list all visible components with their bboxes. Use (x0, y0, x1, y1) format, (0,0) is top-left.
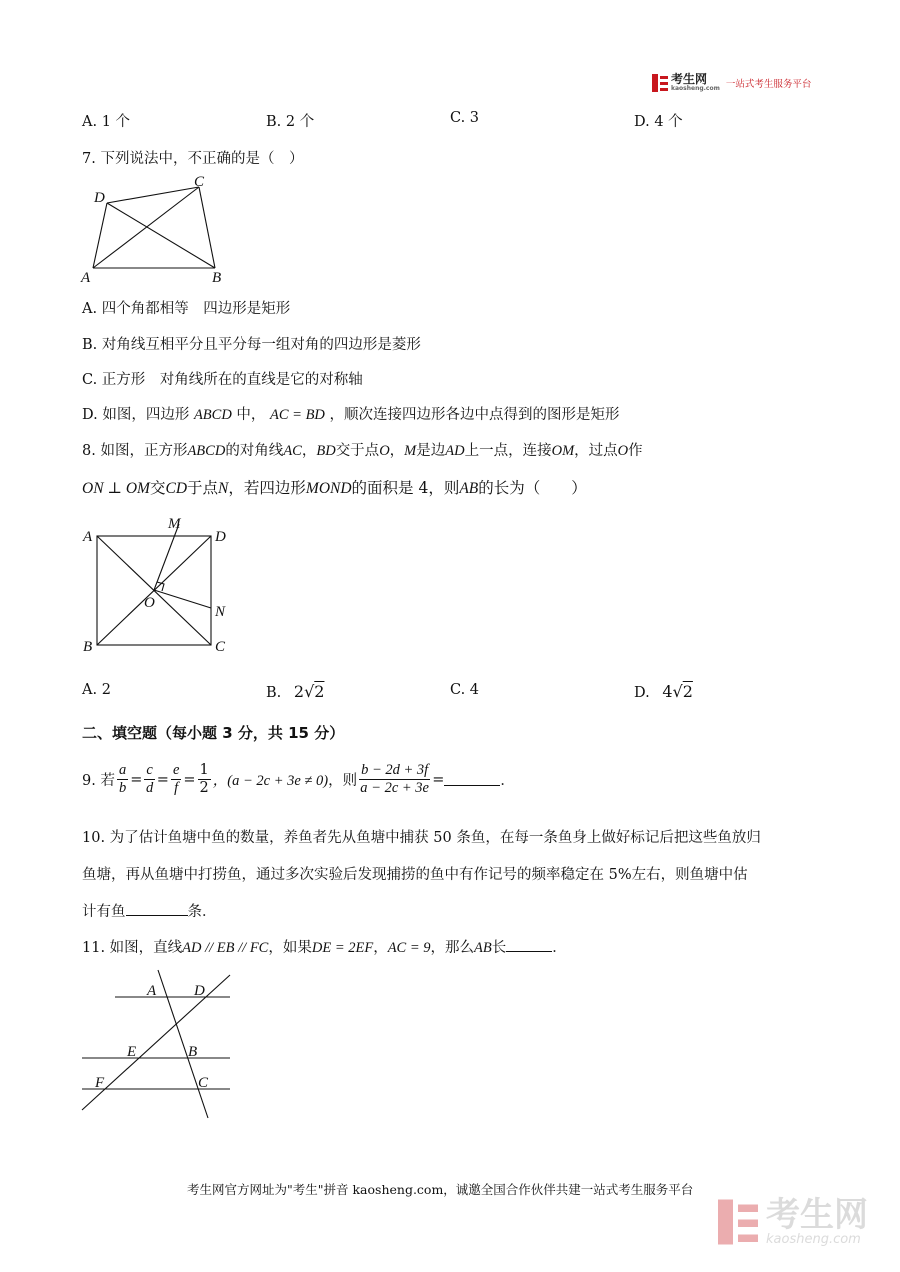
section2-title: 二、填空题（每小题 3 分，共 15 分） (82, 724, 345, 742)
q8-om: OM (551, 443, 575, 459)
q6-option-d: D. 4 个 (634, 114, 683, 130)
q8-o: O (379, 443, 390, 459)
logo-text (671, 74, 720, 92)
q9-f4-num: 1 (199, 762, 209, 778)
q8-abcd: ABCD (187, 443, 226, 459)
q8-n: N (218, 480, 229, 497)
q9-f2-num: c (146, 762, 153, 778)
q8-text: ，若四边形 (228, 479, 306, 497)
q8-text: 的长为（ ） (478, 479, 587, 497)
q11-text: ， (373, 940, 388, 956)
q7-option-a: A. 四个角都相等 四边形是矩形 (82, 301, 291, 317)
q11-text: 长 (491, 940, 507, 956)
q8-d-rad: 2 (682, 682, 693, 701)
q9-frac-target (359, 762, 430, 797)
q9-f4-den: 2 (199, 780, 209, 796)
q9-frac-a-b (117, 762, 128, 797)
q8-option-b (266, 682, 324, 701)
q8-ac: AC (283, 443, 302, 459)
q11-figure (78, 965, 238, 1120)
q8-label-d: D (215, 529, 226, 545)
q11-ab: AB (474, 940, 492, 956)
q10-line1: 10. 为了估计鱼塘中鱼的数量，养鱼者先从鱼塘中捕获 50 条鱼，在每一条鱼身上做好标记后把这些鱼放归 (82, 830, 761, 846)
q8-text: 的对角线 (225, 443, 284, 459)
q10-line2: 鱼塘，再从鱼塘中打捞鱼，通过多次实验后发现捕捞的鱼中有作记号的频率稳定在 5%左右，则鱼塘中估 (82, 867, 748, 883)
q8-text: 于点 (187, 479, 219, 497)
q11-label-f: F (95, 1075, 105, 1091)
q11-tail: ． (552, 940, 567, 956)
kaosheng-logo-icon (652, 74, 668, 92)
q10-text: 计有鱼 (82, 904, 126, 920)
q8-mond: MOND (305, 480, 352, 497)
q8-bd: BD (316, 443, 336, 459)
footer-text: 考生网官方网址为"考生"拼音 kaosheng.com，诚邀全国合作伙伴共建一站式考生服务平台 (187, 1182, 694, 1197)
q9-frac-1-2 (198, 762, 211, 797)
header-logo (652, 72, 811, 94)
q8-label-a: A (83, 529, 93, 545)
q6-option-a: A. 1 个 (82, 114, 131, 130)
q11-label-b: B (188, 1044, 198, 1060)
q11-label-e: E (127, 1044, 137, 1060)
q9-f5-num: b − 2d + 3f (361, 762, 429, 778)
q8-text: ，过点 (574, 443, 618, 459)
q9-answer-blank[interactable] (444, 773, 500, 786)
q8-option-d-label: D. (634, 685, 650, 701)
q8-ad: AD (445, 443, 465, 459)
q9-frac-c-d (144, 762, 154, 797)
q9-eq: = (183, 771, 196, 788)
q9-f3-den: f (174, 780, 179, 796)
q8-label-o: O (144, 595, 155, 611)
q7-option-d (82, 403, 620, 424)
q9-f3-num: e (172, 762, 180, 778)
q8-label-m: M (168, 516, 181, 532)
q11-answer-blank[interactable] (506, 939, 552, 952)
q8-option-a: A. 2 (82, 682, 111, 698)
q11-ac-9: AC = 9 (387, 940, 431, 956)
q7-label-d: D (94, 190, 105, 206)
q7-d-mid: 中， (236, 407, 266, 423)
q8-option-d-value: 4√2 (662, 682, 693, 701)
watermark (718, 1196, 868, 1248)
q8-ab: AB (459, 480, 479, 497)
q7-d-post: ，顺次连接四边形各边中点得到的图形是矩形 (329, 407, 620, 423)
q11-de-2ef: DE = 2EF (311, 940, 374, 956)
q8-on-perp-om: ON ⊥ OM (82, 480, 150, 497)
q9-condition: ，(a − 2c + 3e ≠ 0) (212, 773, 329, 789)
q7-d-abcd: ABCD (193, 407, 232, 423)
q8-label-c: C (215, 639, 226, 655)
q8-m: M (404, 443, 417, 459)
q8-option-b-value: 2√2 (293, 682, 325, 701)
q7-label-a: A (81, 270, 91, 286)
q9-frac-e-f (171, 762, 181, 797)
q7-d-eq: AC = BD (270, 407, 325, 423)
q11-parallel: AD // EB // FC (182, 940, 269, 956)
q9-f2-den: d (145, 780, 154, 796)
q7-label-c: C (194, 174, 205, 190)
q8-label-n: N (215, 604, 226, 620)
q9-tail: ． (500, 773, 515, 789)
logo-slogan: 一站式考生服务平台 (725, 79, 812, 90)
watermark-logo-icon (718, 1196, 758, 1248)
q9-eq: = (156, 771, 169, 788)
q9-line (82, 762, 515, 797)
q8-text: ， (301, 443, 317, 459)
logo-name: 考生网 (671, 72, 708, 86)
q11-label-d: D (194, 983, 205, 999)
q10-text: 条． (187, 904, 217, 920)
q11-text: 11. 如图，直线 (82, 940, 183, 956)
q11-label-c: C (198, 1075, 209, 1091)
q8-option-c: C. 4 (450, 682, 480, 698)
q8-d-coef: 4 (662, 682, 673, 701)
q8-line2 (82, 476, 587, 498)
q8-line1 (82, 439, 643, 460)
q7-figure (78, 170, 238, 288)
q8-text: 交于点 (335, 443, 380, 459)
q8-option-d (634, 682, 693, 701)
q8-text: ， (389, 443, 405, 459)
q6-option-c: C. 3 (450, 110, 480, 126)
q8-b-rad: 2 (314, 682, 325, 701)
q8-text: 是边 (416, 443, 446, 459)
q9-eq: = (432, 771, 445, 788)
watermark-text (766, 1197, 868, 1247)
q7-d-pre: D. 如图，四边形 (82, 407, 190, 423)
q8-cd: CD (165, 480, 188, 497)
watermark-url: kaosheng.com (766, 1232, 861, 1247)
q6-option-b: B. 2 个 (266, 114, 315, 130)
q7-label-b: B (212, 270, 222, 286)
q8-b-coef: 2 (293, 682, 305, 701)
q8-option-b-label: B. (266, 685, 282, 701)
watermark-name: 考生网 (766, 1195, 868, 1235)
q8-text: 上一点，连接 (464, 443, 552, 459)
q10-line3 (82, 900, 217, 921)
q8-text: 8. 如图，正方形 (82, 443, 188, 459)
q11-text: ，那么 (430, 940, 475, 956)
q7-option-c: C. 正方形 对角线所在的直线是它的对称轴 (82, 372, 363, 388)
q7-stem: 7. 下列说法中，不正确的是（ ） (82, 151, 304, 167)
q9-label: 9. 若 (82, 773, 115, 789)
q8-text: 交 (149, 479, 166, 497)
q8-o: O (617, 443, 629, 459)
q11-text: ，如果 (268, 940, 312, 956)
q9-f1-den: b (118, 780, 127, 796)
q9-f1-num: a (118, 762, 127, 778)
q7-option-b: B. 对角线互相平分且平分每一组对角的四边形是菱形 (82, 337, 421, 353)
logo-url: kaosheng.com (671, 85, 720, 92)
q9-f5-den: a − 2c + 3e (360, 780, 429, 796)
q11-label-a: A (147, 983, 157, 999)
q9-then: ，则 (328, 773, 358, 789)
q10-answer-blank[interactable] (126, 903, 188, 916)
q8-figure (78, 510, 238, 660)
q9-eq: = (130, 771, 143, 788)
q8-label-b: B (83, 639, 93, 655)
q11-line (82, 936, 567, 957)
q8-text: 的面积是 4，则 (351, 479, 460, 497)
q8-text: 作 (628, 443, 643, 459)
